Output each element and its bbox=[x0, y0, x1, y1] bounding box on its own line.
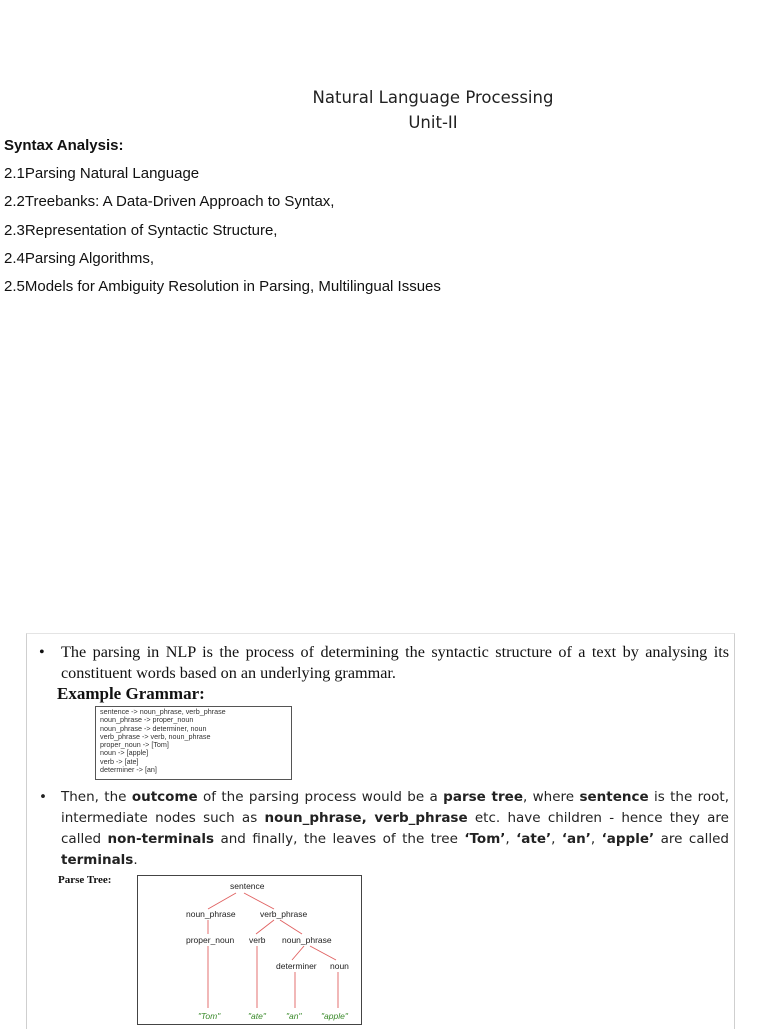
grammar-rule: verb_phrase -> verb, noun_phrase bbox=[100, 731, 211, 741]
topic-item: 2.4Parsing Algorithms, bbox=[4, 250, 155, 267]
parse-tree-label: Parse Tree: bbox=[58, 874, 112, 886]
topic-item: 2.2Treebanks: A Data-Driven Approach to Syntax, bbox=[4, 193, 335, 210]
slide-image bbox=[26, 633, 735, 1029]
grammar-rule: verb -> [ate] bbox=[100, 756, 139, 766]
bullet-parse-tree-outcome bbox=[39, 787, 729, 871]
bullet-text: Then, the outcome of the parsing process would be a parse tree, where sentence is the root, intermediate nodes such as noun_phrase, verb_phrase etc. have children - hence they are called non-terminals and finally, the leaves of the tree ‘Tom’, ‘ate’, ‘an’, ‘apple’ are called terminals. bbox=[61, 789, 729, 868]
document-title: Natural Language Processing bbox=[312, 88, 554, 107]
tree-node-noun-phrase-2: noun_phrase bbox=[282, 935, 332, 945]
edge bbox=[292, 946, 304, 960]
parse-tree-svg bbox=[138, 876, 361, 1024]
tree-leaf-ate: "ate" bbox=[248, 1011, 266, 1021]
tree-node-determiner: determiner bbox=[276, 961, 317, 971]
grammar-rule: sentence -> noun_phrase, verb_phrase bbox=[100, 707, 226, 716]
edge bbox=[280, 920, 302, 934]
edge bbox=[256, 920, 274, 934]
edge bbox=[208, 893, 236, 909]
parse-tree-diagram bbox=[137, 875, 362, 1025]
grammar-rule: noun -> [apple] bbox=[100, 748, 149, 758]
tree-leaf-tom: "Tom" bbox=[198, 1011, 221, 1021]
grammar-rules-box bbox=[95, 706, 292, 780]
grammar-rule: proper_noun -> [Tom] bbox=[100, 740, 169, 750]
bullet-icon: • bbox=[39, 789, 47, 805]
edge bbox=[244, 893, 274, 909]
topic-item: 2.5Models for Ambiguity Resolution in Parsing, Multilingual Issues bbox=[4, 278, 441, 295]
edge bbox=[310, 946, 336, 960]
topic-item: 2.1Parsing Natural Language bbox=[4, 165, 200, 182]
grammar-rule: determiner -> [an] bbox=[100, 765, 157, 775]
tree-node-root: sentence bbox=[230, 881, 265, 891]
tree-node-proper-noun: proper_noun bbox=[186, 935, 235, 945]
bullet-parsing-definition bbox=[39, 642, 729, 684]
syntax-analysis-heading: Syntax Analysis: bbox=[4, 137, 124, 154]
document-subtitle: Unit-II bbox=[408, 113, 458, 132]
tree-node-noun: noun bbox=[330, 961, 349, 971]
grammar-rule: noun_phrase -> proper_noun bbox=[100, 715, 194, 725]
example-grammar-heading: Example Grammar: bbox=[57, 684, 205, 703]
bullet-icon: • bbox=[39, 643, 45, 661]
tree-node-verb: verb bbox=[249, 935, 266, 945]
tree-node-noun-phrase: noun_phrase bbox=[186, 909, 236, 919]
topic-item: 2.3Representation of Syntactic Structure, bbox=[4, 222, 278, 239]
tree-leaf-apple: "apple" bbox=[321, 1011, 348, 1021]
bullet-text: The parsing in NLP is the process of determining the syntactic structure of a text by analysing its constituent words based on an underlying grammar. bbox=[61, 643, 729, 682]
grammar-rule: noun_phrase -> determiner, noun bbox=[100, 723, 207, 733]
tree-leaf-an: "an" bbox=[286, 1011, 302, 1021]
tree-node-verb-phrase: verb_phrase bbox=[260, 909, 308, 919]
